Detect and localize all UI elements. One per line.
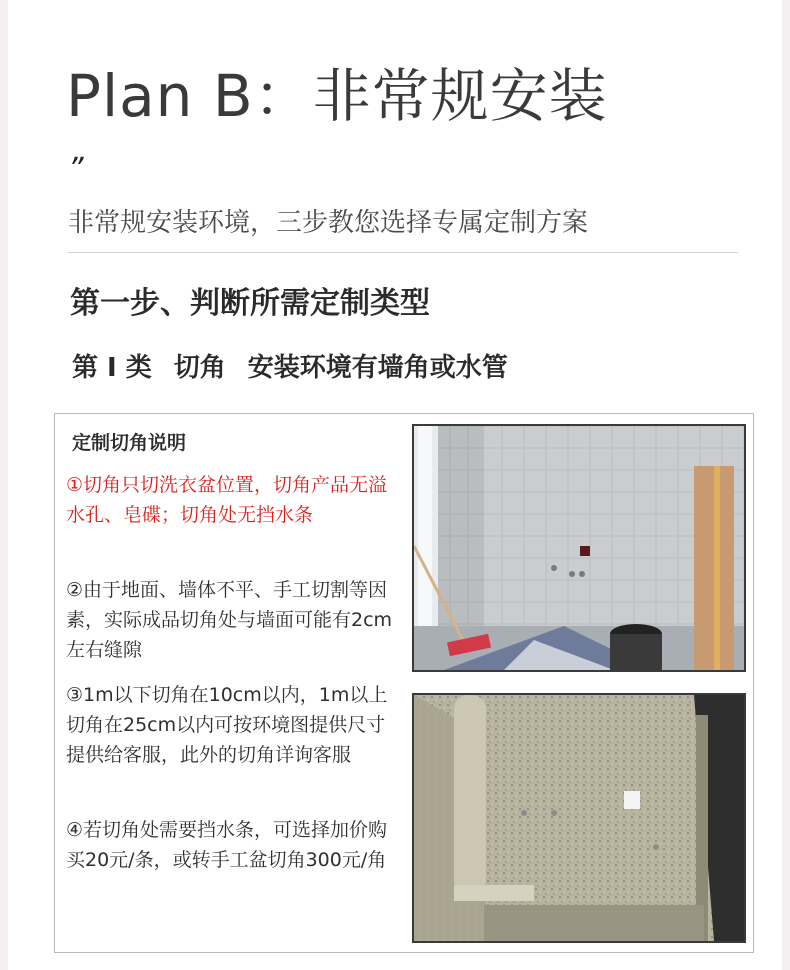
page-edge-left (0, 0, 8, 970)
note-3: ③1m以下切角在10cm以内，1m以上切角在25cm以内可按环境图提供尺寸提供给客服，此外的切角详询客服 (66, 684, 388, 766)
tiled-bathroom-corner-photo (412, 424, 746, 672)
quote-mark: ” (68, 152, 84, 187)
concrete-wall-water-pipe-photo (412, 693, 746, 943)
page-subtitle: 非常规安装环境，三步教您选择专属定制方案 (68, 208, 589, 238)
note-2: ②由于地面、墙体不平、手工切割等因素，实际成品切角处与墙面可能有2cm左右缝隙 (66, 579, 393, 661)
category-label: 第 I 类 (72, 353, 152, 383)
step-heading: 第一步、判断所需定制类型 (70, 286, 430, 321)
info-box-heading: 定制切角说明 (72, 432, 187, 454)
tiled-bathroom-corner-image (414, 426, 744, 670)
category-name: 切角 (173, 353, 226, 383)
page-edge-right (782, 0, 790, 970)
category-description: 安装环境有墙角或水管 (247, 353, 508, 383)
divider (68, 252, 738, 253)
concrete-wall-water-pipe-image (414, 695, 744, 941)
page-title: Plan B：非常规安装 (66, 62, 608, 130)
note-1: ①切角只切洗衣盆位置，切角产品无溢水孔、皂碟；切角处无挡水条 (66, 474, 388, 526)
note-4: ④若切角处需要挡水条，可选择加价购买20元/条，或转手工盆切角300元/角 (66, 819, 388, 871)
category-line (72, 348, 530, 388)
